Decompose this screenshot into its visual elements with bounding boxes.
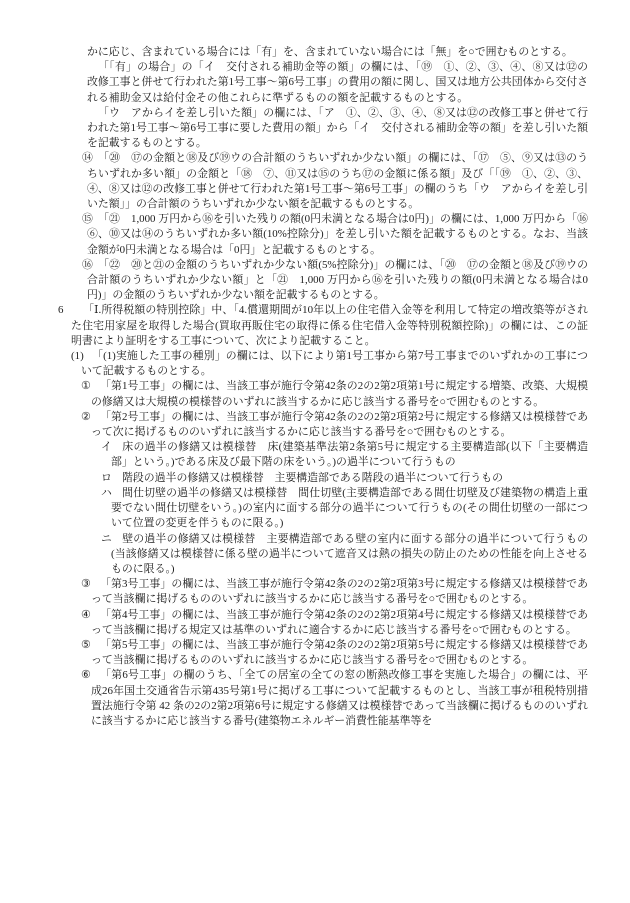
item-text: 「㉑ 1,000 万円から⑯を引いた残りの額(0円未満となる場合は0円)」の欄には、1,000 万円から「⑯ ⑥、⑩又は⑭のうちいずれか多い額(10%控除分)」を差し引いた額を記載するものとする。なお、当該金額が0円未満となる場合は「0円」と記載するものとする。 (87, 213, 599, 256)
item-marker: ④ (81, 608, 91, 621)
item-text: 壁の過半の修繕又は模様替 主要構造部である壁の室内に面する部分の過半について行うもの(当該修繕又は模様替に係る壁の過半について遮音又は熱の損失の防止のための性能を向上させるものに限る。) (111, 532, 588, 575)
item-text: 「第3号工事」の欄には、当該工事が施行令第42条の2の2第2項第3号に規定する修繕又は模様替であって当該欄に掲げるもののいずれに該当するかに応じ該当する番号を○で囲むものとする。 (91, 578, 588, 606)
item-text: 「⑳ ⑰の金額と⑱及び⑲ウの合計額のうちいずれか少ない額」の欄には、「⑰ ⑤、⑨又は⑬のうちいずれか多い額」の金額と「⑱ ⑦、⑪又は⑮のうち⑰の金額に係る額」及び「「⑲ ①、②、③、④、⑧又は⑫の改修工事と併せて行われた第1号工事〜第6号工事」の欄のうち「ウ アからイを差し引いた額」」の合計額のうちいずれか少ない額を記載するものとする。 (87, 152, 588, 211)
list-item-circled-15 (0, 212, 599, 258)
paragraph-continuation: かに応じ、含まれている場合には「有」を、含まれていない場合には「無」を○で囲むものとする。 (87, 46, 573, 58)
item-text: 「㉒ ⑳と㉑の金額のうちいずれか少ない額(5%控除分)」の欄には、「⑳ ⑰の金額と⑱及び⑲ウの合計額のうちいずれか少ない額」と「㉑ 1,000 万円から⑯を引いた残りの額(0円未満となる場合は0円)」の金額のうちいずれか少ない額を記載するものとする。 (87, 258, 588, 302)
item-text: 「第4号工事」の欄には、当該工事が施行令第42条の2の2第2項第4号に規定する修繕又は模様替であって当該欄に掲げる規定又は基準のいずれに適合するかに応じ該当する番号を○で囲むものとする。 (91, 608, 588, 636)
list-item-kana-ni (0, 532, 588, 578)
list-item-circled-14 (0, 151, 588, 212)
list-item-circled-5 (0, 638, 588, 668)
item-text: 「Ⅰ.所得税額の特別控除」中、「4.償還期間が10年以上の住宅借入金等を利用して特定の増改築等がされた住宅用家屋を取得した場合(買取再販住宅の取得に係る住宅借入金等特別税額控除)」の欄には、この証明書により証明をする工事について、次により記載すること。 (71, 304, 588, 347)
item-marker: ハ (101, 486, 112, 499)
item-marker: ③ (81, 578, 91, 591)
item-text: 床の過半の修繕又は模様替 床(建築基準法第2条第5号に規定する主要構造部(以下「主要構造部」という。)である床及び最下階の床をいう。)の過半について行うもの (111, 441, 588, 469)
list-item-kana-i (0, 440, 588, 470)
item-marker: ⑯ (82, 258, 93, 271)
list-item-circled-6 (0, 668, 588, 729)
item-text: 間仕切壁の過半の修繕又は模様替 間仕切壁(主要構造部である間仕切壁及び建築物の構造上重要でない間仕切壁をいう。)の室内に面する部分の過半について行うもの(その間仕切壁の一部について位置の変更を伴うものに限る。) (111, 486, 588, 530)
item-marker: (1) (71, 350, 84, 363)
list-item-kana-ha (0, 486, 588, 532)
item-text: 「第5号工事」の欄には、当該工事が施行令第42条の2の2第2項第5号に規定する修繕又は模様替であって当該欄に掲げるもののいずれに該当するかに応じ該当する番号を○で囲むものとする。 (91, 638, 588, 667)
item-marker: ⑭ (82, 152, 93, 165)
item-marker: 6 (58, 304, 64, 317)
list-item-circled-4 (0, 608, 588, 638)
item-text: 「第2号工事」の欄には、当該工事が施行令第42条の2の2第2項第2号に規定する修繕又は模様替であって次に掲げるもののいずれに該当するかに応じ該当する番号を○で囲むものとする。 (91, 410, 588, 439)
item-marker: イ (101, 441, 112, 454)
item-text: 階段の過半の修繕又は模様替 主要構造部である階段の過半について行うもの (122, 471, 503, 484)
item-text: 「第1号工事」の欄には、当該工事が施行令第42条の2の2第2項第1号に規定する増築、改築、大規模の修繕又は大規模の模様替のいずれに該当するかに応じ該当する番号を○で囲むものとする。 (91, 380, 588, 408)
list-item-kana-ro (0, 471, 588, 486)
item-marker: ② (81, 410, 91, 423)
item-marker: ⑥ (81, 669, 91, 682)
item-marker: ロ (101, 471, 112, 484)
list-item-circled-2 (0, 410, 588, 440)
item-marker: ① (81, 380, 91, 393)
list-item-circled-16 (0, 258, 588, 304)
list-item-circled-3 (0, 577, 588, 607)
list-item-number-6 (0, 303, 588, 349)
item-text: 「第6号工事」の欄のうち、「全ての居室の全ての窓の断熱改修工事を実施した場合」の欄には、平成26年国土交通省告示第435号第1号に掲げる工事について記載するものとし、当該工事が租税特別措置法施行令第 42 条の2の2第2項第6号に規定する修繕又は模様替であって当該欄に掲げるもののいずれに該当するかに応じ該当する番号(建築物エネルギー消費性能基準等を (91, 669, 588, 727)
item-text: 「(1)実施した工事の種別」の欄には、以下により第1号工事から第7号工事までのいずれかの工事について記載するものとする。 (81, 350, 588, 378)
list-item-circled-1 (0, 379, 588, 409)
item-marker: ⑮ (82, 213, 93, 226)
paragraph-ari-case: 「「有」の場合」の「イ 交付される補助金等の額」の欄には、「⑲ ①、②、③、④、⑧又は⑫の改修工事と併せて行われた第1号工事〜第6号工事」の費用の額に関し、国又は地方公共団体から交付される補助金又は給付金その他これらに準ずるものの額を記載するものとする。 (87, 61, 588, 104)
item-marker: ニ (101, 532, 112, 545)
paragraph-u-a-minus-i: 「ウ アからイを差し引いた額」の欄には、「ア ①、②、③、④、⑧又は⑫の改修工事と併せて行われた第1号工事〜第6号工事に要した費用の額」から「イ 交付される補助金等の額」を差し引いた額を記載するものとする。 (87, 106, 588, 150)
list-item-paren-1 (0, 349, 588, 379)
item-marker: ⑤ (81, 638, 91, 651)
